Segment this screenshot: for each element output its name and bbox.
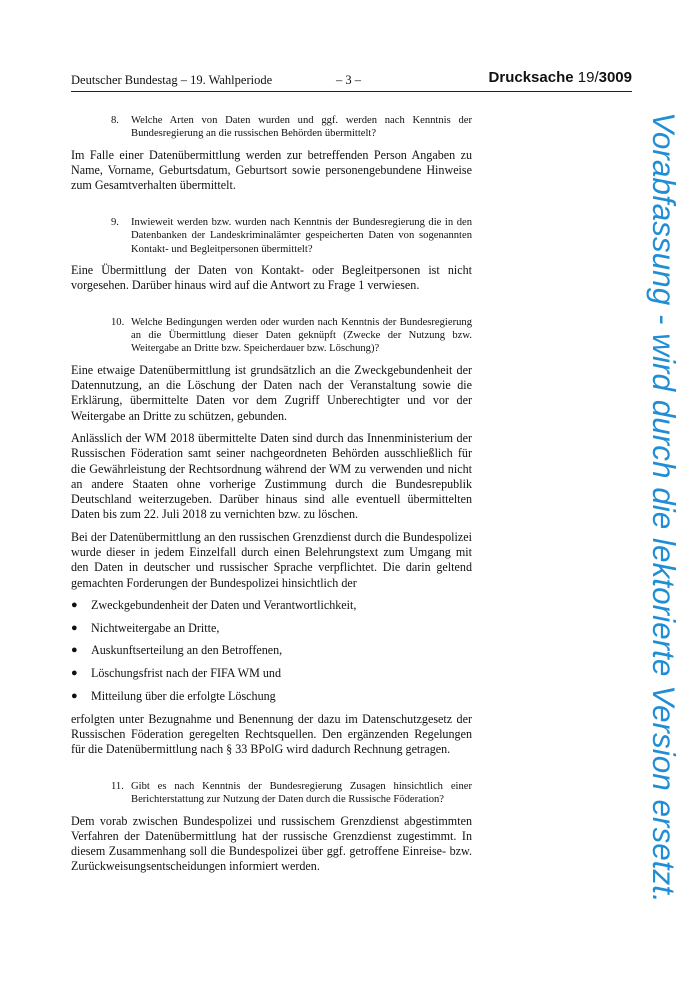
answer-10-paragraph-3: Bei der Datenübermittlung an den russischen Grenzdienst durch die Bundespolizei wurde dieser in jedem Einzelfall durch einen Belehrungstext zum Umgang mit den Daten in deutscher und russischer Sprache verpflichtet. Die darin geltend gemachten Forderungen der Bundespolizei hinsichtlich der	[71, 529, 472, 590]
question-8	[71, 114, 472, 141]
document-number-period: 19/	[577, 69, 599, 86]
answer-10-paragraph-1: Eine etwaige Datenübermittlung ist grundsätzlich an die Zweckgebundenheit der Datennutzung, an die Löschung der Daten nach der Veranstaltung sowie die Erklärung, übermittelte Daten vor dem Zugriff Unberechtigter und vor der Weitergabe an Dritte zu schützen, gebunden.	[71, 362, 472, 423]
question-number: 10.	[111, 316, 125, 328]
bullet-icon: ●	[71, 644, 78, 657]
bullet-icon: ●	[71, 621, 78, 634]
question-number: 8.	[111, 115, 119, 126]
list-item: ● Nichtweitergabe an Dritte,	[71, 620, 220, 635]
page-content	[71, 114, 472, 875]
question-number: 9.	[111, 216, 119, 228]
bullet-icon: ●	[71, 598, 78, 611]
document-number-id: 3009	[598, 69, 632, 86]
question-text: Welche Arten von Daten wurden und ggf. werden nach Kenntnis der Bundesregierung an die russischen Behörden übermittelt?	[131, 115, 472, 140]
answer-8: Im Falle einer Datenübermittlung werden zur betreffenden Person Angaben zu Name, Vorname, Geburtsdatum, Geburtsort sowie personengebundene Hinweise zum Gesamtverhalten übermittelt.	[71, 147, 472, 193]
answer-9: Eine Übermittlung der Daten von Kontakt- oder Begleitpersonen ist nicht vorgesehen. Darüber hinaus wird auf die Antwort zu Frage 1 verwiesen.	[71, 262, 472, 293]
question-11	[71, 780, 472, 807]
answer-10-paragraph-2: Anlässlich der WM 2018 übermittelte Daten sind durch das Innenministerium der Russischen Föderation samt seiner nachgeordneten Behörden ausschließlich für die Gewährleistung der Rechtsordnung während der WM zu verwenden und nicht an andere Staaten ohne vorherige Zustimmung durch die Bundesrepublik Deutschland weiterzugeben. Darüber hinaus sind alle eventuell übermittelten Daten bis zum 22. Juli 2018 zu vernichten bzw. zu löschen.	[71, 430, 472, 522]
list-item: ● Zweckgebundenheit der Daten und Verantwortlichkeit,	[71, 597, 357, 612]
question-text: Gibt es nach Kenntnis der Bundesregierung Zusagen hinsichtlich einer Berichterstattung zur Nutzung der Daten durch die Russische Föderation?	[131, 780, 472, 806]
document-number	[489, 69, 632, 86]
bullet-icon: ●	[71, 690, 78, 703]
page-header	[71, 69, 632, 92]
preliminary-version-note: Vorabfassung - wird durch die lektorierte Version ersetzt.	[646, 112, 682, 903]
bullet-icon: ●	[71, 667, 78, 680]
page-number: – 3 –	[336, 73, 361, 87]
question-number: 11.	[111, 780, 124, 792]
requirements-list	[71, 598, 472, 704]
question-text: Inwieweit werden bzw. wurden nach Kenntnis der Bundesregierung die in den Datenbanken der Landeskriminalämter gespeicherten Daten von sogenannten Kontakt- und Begleitpersonen übermittelt?	[131, 216, 472, 255]
list-item: ● Mitteilung über die erfolgte Löschung	[71, 689, 276, 704]
answer-10-paragraph-4: erfolgten unter Bezugnahme und Benennung der dazu im Datenschutzgesetz der Russischen Föderation geregelten Rechtsquellen. Den ergänzenden Regelungen für die Datenübermittlung nach § 33 BPolG wird dadurch Rechnung getragen.	[71, 711, 472, 757]
list-item: ● Auskunftserteilung an den Betroffenen,	[71, 643, 283, 658]
answer-11: Dem vorab zwischen Bundespolizei und russischem Grenzdienst abgestimmten Verfahren der Datenübermittlung hat der russische Grenzdienst zugestimmt. In diesem Zusammenhang soll die Bundespolizei über ggf. getroffene Einreise- bzw. Zurückweisungsentscheidungen informiert werden.	[71, 813, 472, 874]
parliament-label: Deutscher Bundestag – 19. Wahlperiode	[71, 73, 273, 87]
question-10	[71, 316, 472, 356]
question-text: Welche Bedingungen werden oder wurden nach Kenntnis der Bundesregierung an die Übermittlung dieser Daten geknüpft (Zwecke der Nutzung bzw. Weitergabe an Dritte bzw. Speicherdauer bzw. Löschung)?	[131, 316, 472, 355]
list-item: ● Löschungsfrist nach der FIFA WM und	[71, 666, 282, 681]
document-number-prefix: Drucksache	[488, 69, 574, 86]
question-9	[71, 216, 472, 256]
